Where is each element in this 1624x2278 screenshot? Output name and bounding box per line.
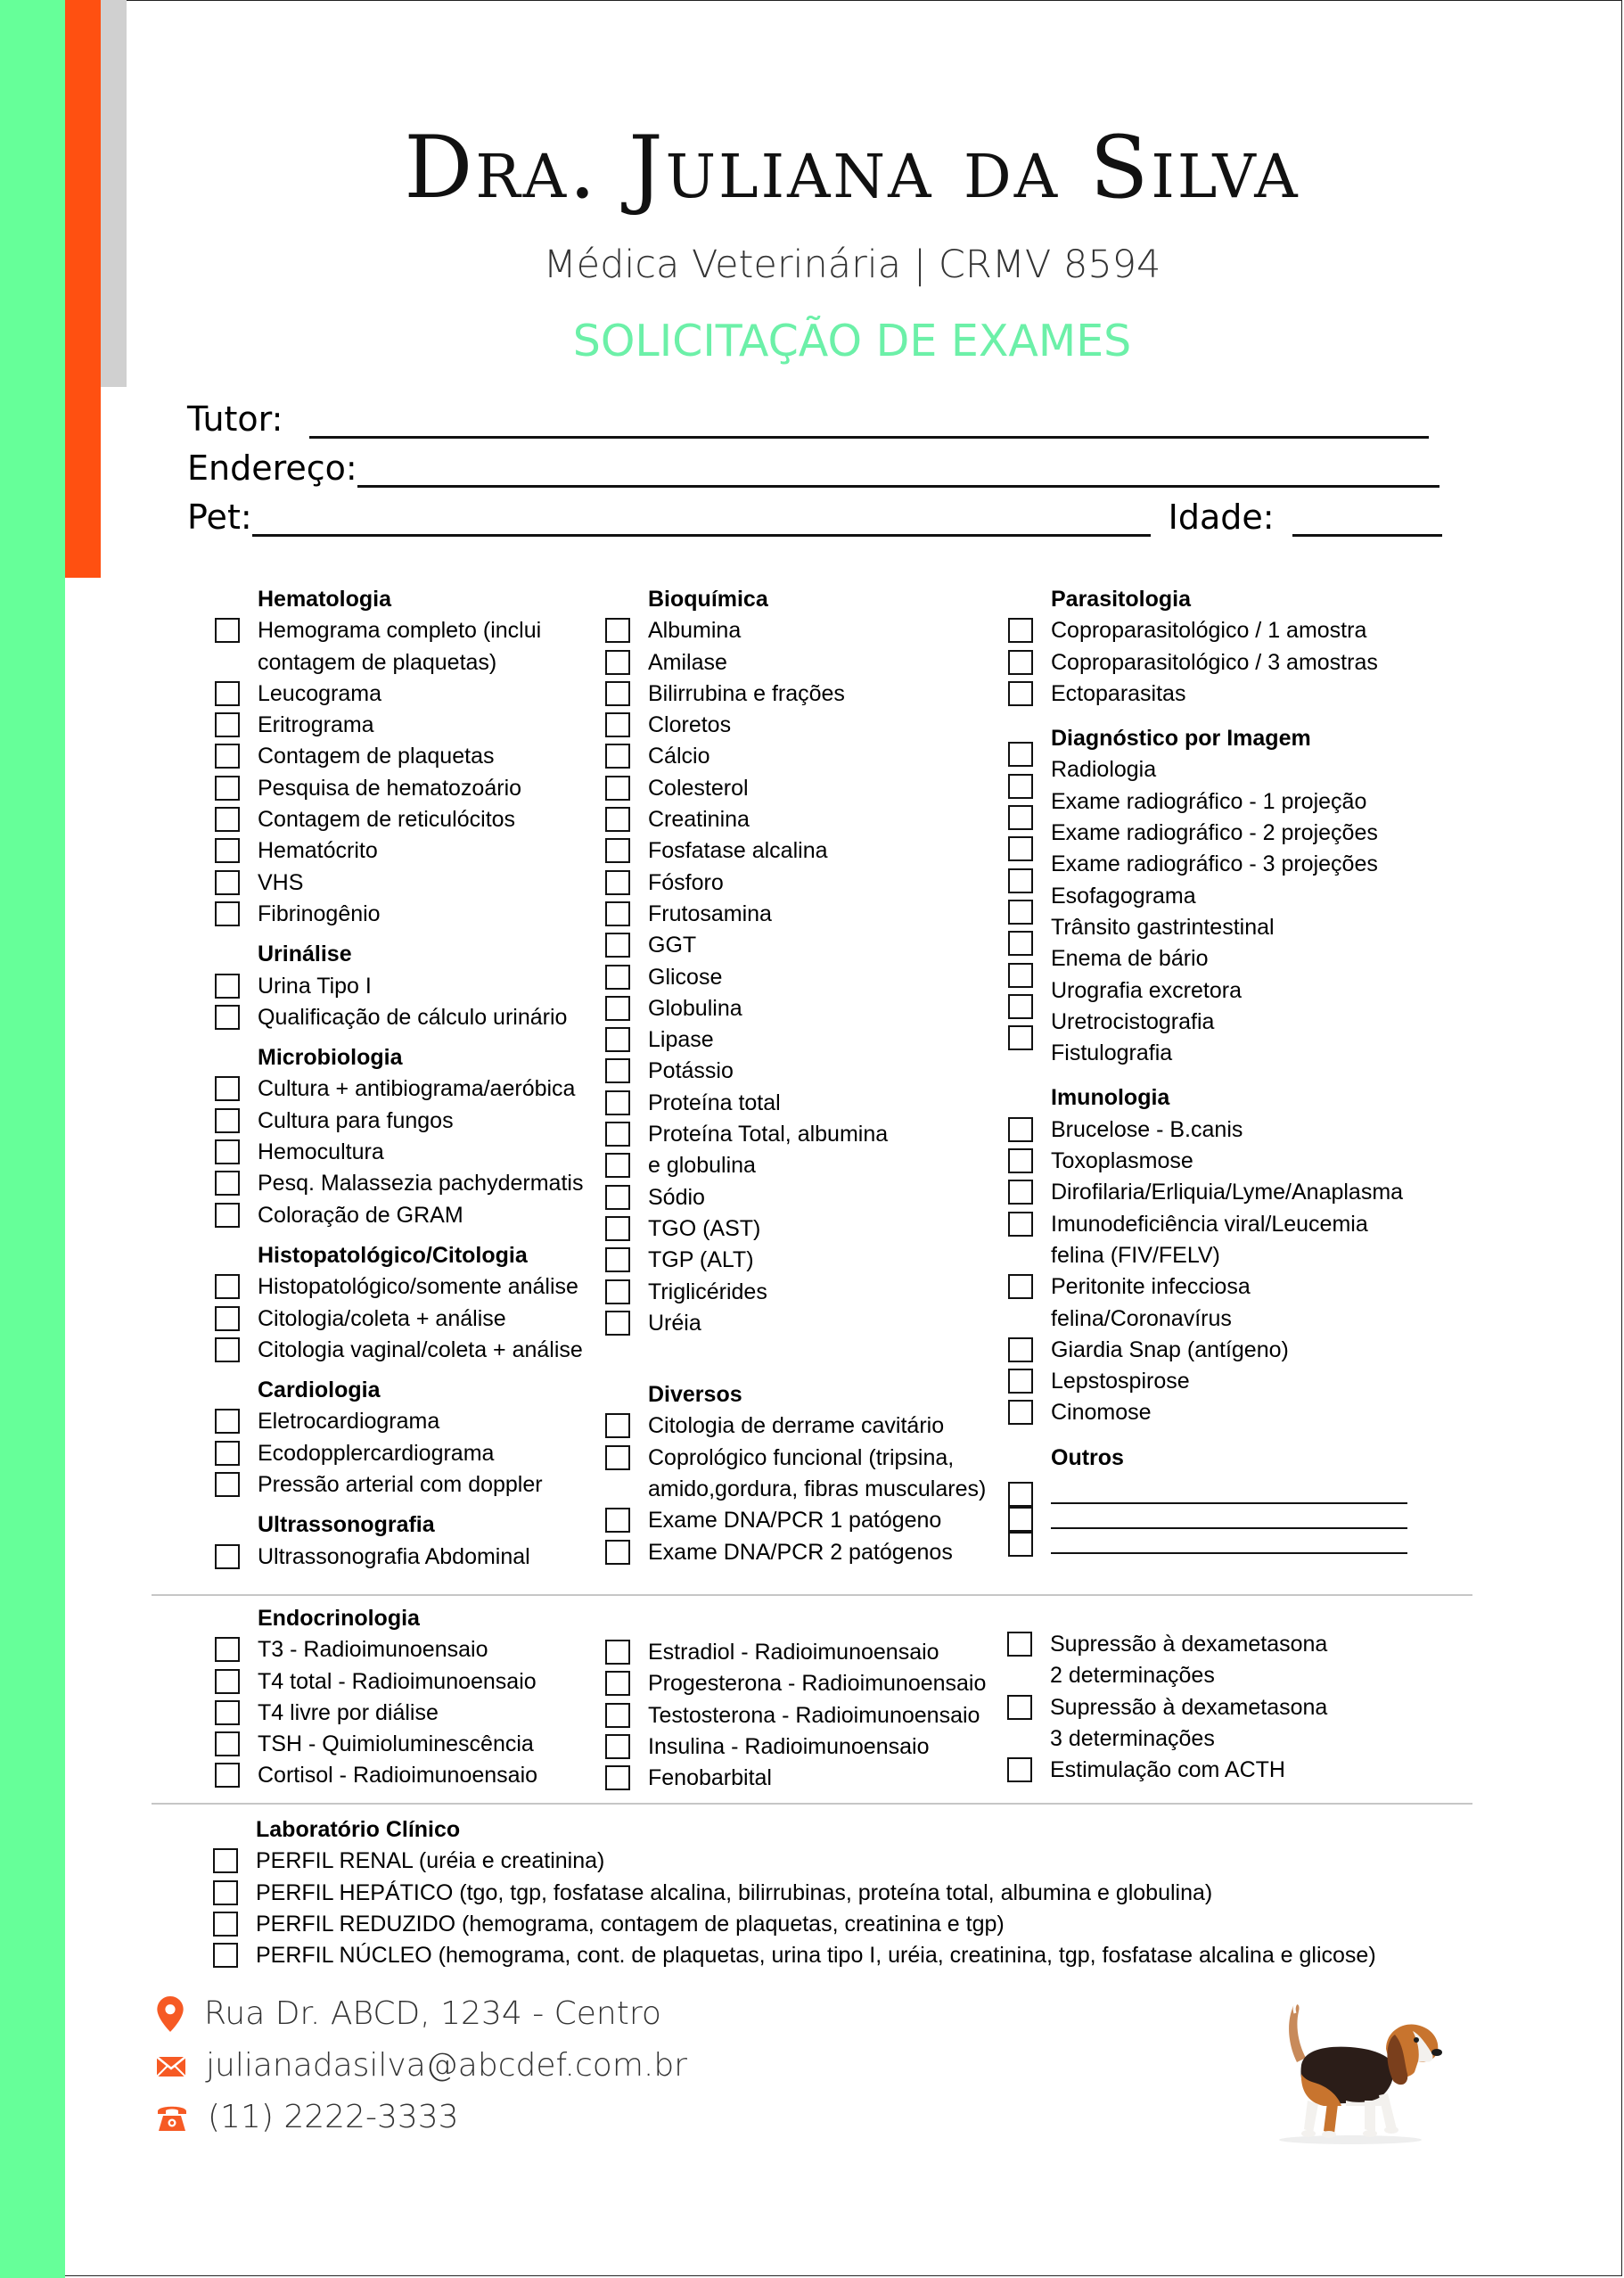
section-bioquimica (648, 584, 1005, 1339)
section-title: Endocrinologia (258, 1606, 420, 1631)
exam-item[interactable]: Frutosamina (648, 899, 1005, 930)
section-diversos (648, 1379, 1005, 1568)
checkbox[interactable] (605, 870, 630, 895)
exam-item[interactable]: Fósforo (648, 868, 1005, 899)
exam-item[interactable]: Exame DNA/PCR 2 patógenos (648, 1537, 1005, 1568)
exam-item[interactable]: Urografia excretora (1051, 975, 1434, 1007)
exam-item[interactable]: Testosterona - Radioimunoensaio (648, 1700, 1005, 1731)
exam-item-continuation: felina (FIV/FELV) (1051, 1242, 1220, 1268)
endereco-label: Endereço: (187, 448, 357, 488)
outros-blank-item[interactable] (1051, 1504, 1434, 1529)
exam-item[interactable]: Hemograma completo (inclui (258, 615, 614, 646)
exam-item[interactable]: Bilirrubina e frações (648, 678, 1005, 710)
checkbox[interactable] (1008, 1148, 1033, 1173)
checkbox[interactable] (213, 1848, 238, 1873)
exam-item[interactable]: e globulina (648, 1150, 1005, 1181)
exam-item[interactable]: Triglicérides (648, 1277, 1005, 1308)
exam-item[interactable]: Pesq. Malassezia pachydermatis (258, 1168, 614, 1199)
location-pin-icon (156, 1996, 185, 2032)
outros-blank-item[interactable] (1051, 1479, 1434, 1504)
endocrinologia-col2 (648, 1637, 1005, 1794)
exam-item[interactable]: Cloretos (648, 710, 1005, 741)
exam-item[interactable]: Supressão à dexametasona (1050, 1692, 1433, 1723)
checkbox[interactable] (605, 681, 630, 706)
exam-item[interactable]: Cultura para fungos (258, 1106, 614, 1137)
blank-line[interactable] (1051, 1479, 1407, 1504)
checkbox[interactable] (605, 1185, 630, 1210)
exam-item[interactable]: Fenobarbital (648, 1763, 1005, 1794)
checkbox[interactable] (605, 1413, 630, 1438)
exam-item[interactable]: Coprológico funcional (tripsina, (648, 1443, 1005, 1474)
green-stripe (0, 0, 65, 2278)
divider (152, 1594, 1472, 1596)
checkbox[interactable] (215, 1763, 240, 1788)
section-title: Bioquímica (648, 587, 768, 612)
checkbox[interactable] (1008, 805, 1033, 830)
section-cardiologia (258, 1375, 614, 1501)
section-title: Parasitologia (1051, 587, 1191, 612)
exam-item[interactable]: Progesterona - Radioimunoensaio (648, 1668, 1005, 1699)
checkbox[interactable] (605, 776, 630, 801)
exam-item[interactable]: Exame radiográfico - 2 projeções (1051, 818, 1434, 849)
section-title: Hematologia (258, 587, 392, 612)
checkbox[interactable] (1008, 1117, 1033, 1142)
pet-line[interactable] (252, 500, 1151, 537)
section-title: Diversos (648, 1382, 742, 1408)
checkbox[interactable] (215, 1544, 240, 1569)
checkbox[interactable] (605, 1216, 630, 1241)
checkbox[interactable] (1008, 868, 1033, 893)
checkbox[interactable] (1008, 650, 1033, 675)
exam-item[interactable]: Dirofilaria/Erliquia/Lyme/Anaplasma (1051, 1177, 1434, 1208)
exam-item-continuation: 3 determinações (1050, 1725, 1215, 1751)
checkbox[interactable] (1008, 1025, 1033, 1050)
checkbox[interactable] (1008, 963, 1033, 988)
exam-item[interactable]: Exame radiográfico - 1 projeção (1051, 786, 1434, 818)
exam-item[interactable]: Creatinina (648, 804, 1005, 835)
section-title: Histopatológico/Citologia (258, 1242, 528, 1268)
section-title: Diagnóstico por Imagem (1051, 726, 1311, 752)
checkbox[interactable] (605, 1090, 630, 1115)
doctor-name: Dra. Juliana da Silva (404, 118, 1300, 218)
column-2 (648, 584, 1005, 1568)
exam-item[interactable]: Contagem de reticulócitos (258, 804, 614, 835)
section-title: Ultrassonografia (258, 1512, 435, 1538)
checkbox[interactable] (1008, 1369, 1033, 1394)
exam-item[interactable]: Fosfatase alcalina (648, 835, 1005, 867)
endereco-line[interactable] (357, 451, 1439, 488)
exam-item[interactable]: PERFIL RENAL (uréia e creatinina) (256, 1846, 1459, 1877)
checkbox[interactable] (215, 901, 240, 926)
checkbox[interactable] (215, 807, 240, 832)
exam-item[interactable]: PERFIL NÚCLEO (hemograma, cont. de plaquetas, urina tipo I, uréia, creatinina, tgp, fosfatase alcalina e glicose) (256, 1940, 1459, 1971)
checkbox[interactable] (215, 1472, 240, 1497)
blank-line[interactable] (1051, 1504, 1407, 1529)
section-title: Laboratório Clínico (256, 1817, 461, 1842)
exam-item[interactable]: Ecodopplercardiograma (258, 1438, 614, 1469)
checkbox[interactable] (605, 1734, 630, 1759)
exam-item[interactable]: Giardia Snap (antígeno) (1051, 1335, 1434, 1366)
checkbox[interactable] (605, 1122, 630, 1147)
exam-item[interactable]: T4 livre por diálise (258, 1698, 614, 1729)
checkbox[interactable] (213, 1912, 238, 1937)
checkbox[interactable] (1007, 1757, 1032, 1782)
laboratorio-section (256, 1814, 1459, 1971)
exam-item[interactable]: Qualificação de cálculo urinário (258, 1002, 614, 1033)
tutor-field[interactable] (187, 399, 1429, 439)
section-parasitologia (1051, 584, 1434, 710)
exam-item[interactable]: Uretrocistografia (1051, 1007, 1434, 1038)
checkbox[interactable] (215, 744, 240, 769)
checkbox[interactable] (215, 974, 240, 999)
checkbox[interactable] (1008, 836, 1033, 861)
exam-item[interactable]: TSH - Quimioluminescência (258, 1729, 614, 1760)
checkbox[interactable] (605, 1279, 630, 1304)
checkbox[interactable] (605, 838, 630, 863)
exam-item[interactable]: Insulina - Radioimunoensaio (648, 1731, 1005, 1763)
checkbox[interactable] (605, 1640, 630, 1665)
exam-item[interactable]: Exame DNA/PCR 1 patógeno (648, 1505, 1005, 1536)
checkbox[interactable] (1008, 1274, 1033, 1299)
exam-item[interactable]: Cortisol - Radioimunoensaio (258, 1760, 614, 1791)
checkbox[interactable] (1008, 1507, 1033, 1532)
checkbox[interactable] (605, 1671, 630, 1696)
exam-item[interactable]: Hemocultura (258, 1137, 614, 1168)
checkbox[interactable] (215, 1700, 240, 1725)
checkbox[interactable] (605, 618, 630, 643)
section-outros (1051, 1443, 1434, 1554)
exam-item[interactable]: Citologia/coleta + análise (258, 1303, 614, 1335)
section-histopatologico (258, 1240, 614, 1366)
blank-line[interactable] (1051, 1529, 1407, 1554)
exam-item[interactable]: Radiologia (1051, 754, 1434, 785)
section-title: Imunologia (1051, 1085, 1170, 1111)
checkbox[interactable] (605, 1508, 630, 1533)
checkbox[interactable] (605, 650, 630, 675)
exam-item[interactable]: Glicose (648, 962, 1005, 993)
exam-item[interactable]: Sódio (648, 1182, 1005, 1213)
checkbox[interactable] (605, 1247, 630, 1272)
exam-item[interactable]: VHS (258, 868, 614, 899)
checkbox[interactable] (1008, 1532, 1033, 1557)
exam-item-continuation: felina/Coronavírus (1051, 1305, 1232, 1331)
exam-item[interactable]: Coproparasitológico / 1 amostra (1051, 615, 1434, 646)
section-microbiologia (258, 1042, 614, 1231)
exam-item[interactable]: Cinomose (1051, 1397, 1434, 1428)
exam-item[interactable]: GGT (648, 930, 1005, 961)
section-title: Urinálise (258, 942, 352, 967)
exam-item[interactable]: Contagem de plaquetas (258, 741, 614, 772)
checkbox[interactable] (605, 1540, 630, 1565)
pet-field[interactable] (187, 498, 1442, 537)
exam-item[interactable]: Pesquisa de hematozoário (258, 773, 614, 804)
exam-item[interactable]: Citologia de derrame cavitário (648, 1410, 1005, 1442)
checkbox[interactable] (1007, 1695, 1032, 1720)
exam-item[interactable]: Cultura + antibiograma/aeróbica (258, 1073, 614, 1105)
exam-item[interactable]: Enema de bário (1051, 943, 1434, 975)
checkbox[interactable] (605, 1058, 630, 1083)
checkbox[interactable] (1008, 1212, 1033, 1237)
exam-item[interactable]: Imunodeficiência viral/Leucemia (1051, 1209, 1434, 1240)
checkbox[interactable] (213, 1880, 238, 1905)
exam-item[interactable]: Exame radiográfico - 3 projeções (1051, 849, 1434, 880)
checkbox[interactable] (605, 1311, 630, 1336)
beagle-dog-illustration (1261, 1995, 1448, 2147)
exam-item[interactable]: Leucograma (258, 678, 614, 710)
idade-line[interactable] (1292, 500, 1442, 537)
checkbox[interactable] (605, 933, 630, 958)
checkbox[interactable] (215, 1076, 240, 1101)
checkbox[interactable] (1008, 774, 1033, 799)
exam-item[interactable]: Uréia (648, 1308, 1005, 1339)
exam-item[interactable]: T3 - Radioimunoensaio (258, 1634, 614, 1665)
exam-item[interactable]: PERFIL HEPÁTICO (tgo, tgp, fosfatase alcalina, bilirrubinas, proteína total, albumina e globulina) (256, 1878, 1459, 1909)
orange-stripe (65, 0, 101, 578)
section-hematologia (258, 584, 614, 930)
exam-item[interactable]: Peritonite infecciosa (1051, 1271, 1434, 1303)
section-urinalise (258, 939, 614, 1033)
checkbox[interactable] (215, 1171, 240, 1196)
exam-item[interactable]: Eritrograma (258, 710, 614, 741)
endereco-field[interactable] (187, 448, 1439, 488)
exam-item[interactable]: Brucelose - B.canis (1051, 1114, 1434, 1146)
exam-item[interactable]: Cálcio (648, 741, 1005, 772)
section-title: Microbiologia (258, 1045, 403, 1071)
checkbox[interactable] (605, 807, 630, 832)
checkbox[interactable] (215, 1274, 240, 1299)
pet-label: Pet: (187, 498, 252, 537)
exam-item[interactable]: Supressão à dexametasona (1050, 1629, 1433, 1660)
exam-item[interactable]: Lipase (648, 1024, 1005, 1056)
checkbox[interactable] (215, 1005, 240, 1030)
exam-item[interactable]: Toxoplasmose (1051, 1146, 1434, 1177)
exam-item-continuation: 2 determinações (1050, 1663, 1215, 1689)
checkbox[interactable] (215, 1669, 240, 1694)
checkbox[interactable] (1008, 618, 1033, 643)
checkbox[interactable] (1007, 1632, 1032, 1657)
doctor-subtitle: Médica Veterinária | CRMV 8594 (543, 243, 1161, 287)
checkbox[interactable] (215, 1409, 240, 1434)
exam-item[interactable]: Hematócrito (258, 835, 614, 867)
exam-item[interactable]: Fibrinogênio (258, 899, 614, 930)
exam-item[interactable]: Proteína Total, albumina (648, 1119, 1005, 1150)
endocrinologia-col1 (258, 1603, 614, 1792)
checkbox[interactable] (1008, 900, 1033, 925)
checkbox[interactable] (605, 1765, 630, 1790)
section-imunologia (1051, 1082, 1434, 1428)
checkbox[interactable] (605, 712, 630, 737)
exam-item[interactable]: TGP (ALT) (648, 1245, 1005, 1276)
exam-item[interactable]: Potássio (648, 1056, 1005, 1087)
checkbox[interactable] (215, 1731, 240, 1756)
outros-blank-item[interactable] (1051, 1529, 1434, 1554)
tutor-label: Tutor: (187, 399, 283, 439)
checkbox[interactable] (215, 618, 240, 643)
contact-address: Rua Dr. ABCD, 1234 - Centro (156, 1995, 661, 2032)
checkbox[interactable] (215, 712, 240, 737)
section-title: Outros (1051, 1444, 1124, 1470)
exam-item-continuation: contagem de plaquetas) (258, 649, 497, 675)
checkbox[interactable] (1008, 994, 1033, 1019)
section-title: Cardiologia (258, 1377, 381, 1403)
exam-item[interactable]: Pressão arterial com doppler (258, 1469, 614, 1501)
section-imagem (1051, 723, 1434, 1069)
checkbox[interactable] (605, 1445, 630, 1470)
exam-item[interactable]: Colesterol (648, 773, 1005, 804)
exam-item[interactable]: T4 total - Radioimunoensaio (258, 1666, 614, 1698)
checkbox[interactable] (213, 1943, 238, 1968)
checkbox[interactable] (215, 1637, 240, 1662)
checkbox[interactable] (605, 744, 630, 769)
exam-item[interactable]: Coloração de GRAM (258, 1200, 614, 1231)
section-ultrassonografia (258, 1509, 614, 1573)
idade-label: Idade: (1168, 498, 1275, 537)
checkbox[interactable] (215, 1203, 240, 1228)
checkbox[interactable] (215, 1441, 240, 1466)
exam-item[interactable]: TGO (AST) (648, 1213, 1005, 1245)
checkbox[interactable] (1008, 1337, 1033, 1362)
exam-item[interactable]: Proteína total (648, 1088, 1005, 1119)
checkbox[interactable] (605, 965, 630, 990)
exam-item[interactable]: Fistulografia (1051, 1038, 1434, 1069)
endocrinologia-col3 (1050, 1629, 1433, 1786)
checkbox[interactable] (1008, 931, 1033, 956)
envelope-icon (156, 2054, 186, 2077)
checkbox[interactable] (215, 1139, 240, 1164)
exam-item[interactable]: PERFIL REDUZIDO (hemograma, contagem de plaquetas, creatinina e tgp) (256, 1909, 1459, 1940)
contact-email: julianadasilva@abcdef.com.br (156, 2047, 687, 2084)
checkbox[interactable] (605, 901, 630, 926)
checkbox[interactable] (215, 776, 240, 801)
exam-item[interactable]: Citologia vaginal/coleta + análise (258, 1335, 614, 1366)
checkbox[interactable] (1008, 1180, 1033, 1205)
checkbox[interactable] (1008, 681, 1033, 706)
checkbox[interactable] (605, 1027, 630, 1052)
exam-item[interactable]: Coproparasitológico / 3 amostras (1051, 647, 1434, 678)
exam-item[interactable]: Urina Tipo I (258, 971, 614, 1002)
exam-item[interactable]: Albumina (648, 615, 1005, 646)
divider (152, 1803, 1472, 1805)
tutor-line[interactable] (309, 402, 1429, 439)
column-1 (258, 584, 614, 1573)
exam-item[interactable]: Trânsito gastrintestinal (1051, 912, 1434, 943)
exam-item[interactable]: Ectoparasitas (1051, 678, 1434, 710)
exam-item[interactable]: Globulina (648, 993, 1005, 1024)
exam-item[interactable]: Lepstospirose (1051, 1366, 1434, 1397)
checkbox[interactable] (215, 1306, 240, 1331)
column-3 (1051, 584, 1434, 1554)
exam-item[interactable]: Ultrassonografia Abdominal (258, 1542, 614, 1573)
checkbox[interactable] (215, 1337, 240, 1362)
exam-item-continuation: amido,gordura, fibras musculares) (648, 1476, 987, 1502)
checkbox[interactable] (605, 1703, 630, 1728)
exam-item[interactable]: Estimulação com ACTH (1050, 1755, 1433, 1786)
checkbox[interactable] (1008, 742, 1033, 767)
exam-item[interactable]: Eletrocardiograma (258, 1406, 614, 1437)
exam-item[interactable]: Amilase (648, 647, 1005, 678)
form-title: SOLICITAÇÃO DE EXAMES (572, 316, 1132, 366)
checkbox[interactable] (1008, 1482, 1033, 1507)
telephone-icon (156, 2102, 188, 2133)
checkbox[interactable] (1008, 1400, 1033, 1425)
exam-item[interactable]: Estradiol - Radioimunoensaio (648, 1637, 1005, 1668)
checkbox[interactable] (215, 681, 240, 706)
checkbox[interactable] (215, 838, 240, 863)
checkbox[interactable] (215, 870, 240, 895)
exam-item[interactable]: Histopatológico/somente análise (258, 1271, 614, 1303)
exam-item[interactable]: Esofagograma (1051, 881, 1434, 912)
checkbox[interactable] (215, 1108, 240, 1133)
checkbox[interactable] (605, 1153, 630, 1178)
checkbox[interactable] (605, 996, 630, 1021)
contact-phone: (11) 2222-3333 (156, 2099, 459, 2135)
